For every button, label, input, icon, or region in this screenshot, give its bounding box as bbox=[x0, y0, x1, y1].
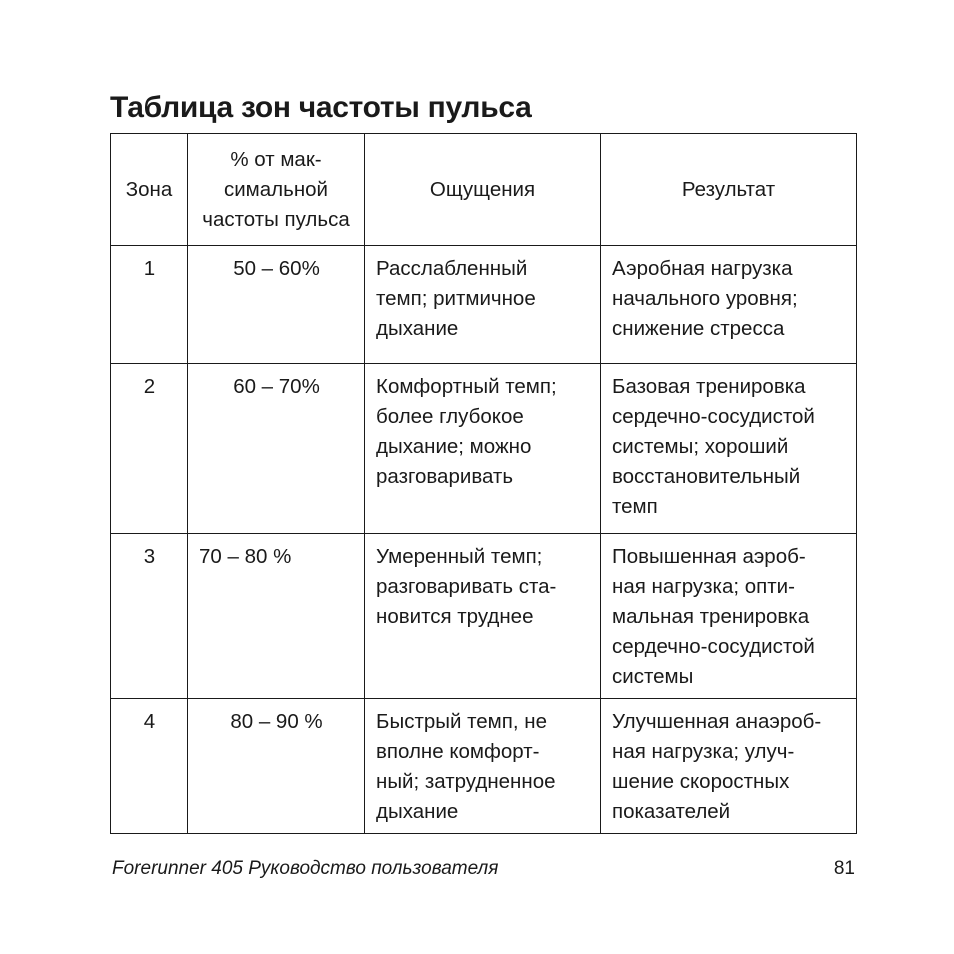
cell-result: Повышенная аэроб- ная нагрузка; опти- мальная тренировка сердечно-сосудистой системы bbox=[601, 534, 857, 699]
cell-result: Аэробная нагрузка начального уровня; снижение стресса bbox=[601, 246, 857, 364]
cell-percent: 70 – 80 % bbox=[188, 534, 365, 699]
cell-zone: 1 bbox=[111, 246, 188, 364]
cell-sensation: Умеренный темп; разговаривать ста- новится труднее bbox=[365, 534, 601, 699]
header-sensation: Ощущения bbox=[365, 134, 601, 246]
cell-zone: 3 bbox=[111, 534, 188, 699]
heart-rate-zones-table bbox=[110, 133, 857, 834]
cell-sensation: Комфортный темп; более глубокое дыхание; можно разговаривать bbox=[365, 364, 601, 534]
page-number: 81 bbox=[833, 858, 855, 879]
cell-percent: 50 – 60% bbox=[188, 246, 365, 364]
page-title: Таблица зон частоты пульса bbox=[110, 91, 532, 124]
table-row bbox=[111, 246, 857, 364]
cell-zone: 2 bbox=[111, 364, 188, 534]
header-zone: Зона bbox=[111, 134, 188, 246]
table-header-row bbox=[111, 134, 857, 246]
cell-result: Базовая тренировка сердечно-сосудистой системы; хороший восстановительный темп bbox=[601, 364, 857, 534]
header-result: Результат bbox=[601, 134, 857, 246]
table-row bbox=[111, 534, 857, 699]
cell-sensation: Расслабленный темп; ритмичное дыхание bbox=[365, 246, 601, 364]
table-row bbox=[111, 699, 857, 834]
cell-percent: 60 – 70% bbox=[188, 364, 365, 534]
cell-percent: 80 – 90 % bbox=[188, 699, 365, 834]
cell-zone: 4 bbox=[111, 699, 188, 834]
cell-result: Улучшенная анаэроб- ная нагрузка; улуч- шение скоростных показателей bbox=[601, 699, 857, 834]
table-row bbox=[111, 364, 857, 534]
footer-manual-title: Forerunner 405 Руководство пользователя bbox=[112, 858, 499, 879]
header-percent-max-hr: % от мак- симальной частоты пульса bbox=[188, 134, 365, 246]
cell-sensation: Быстрый темп, не вполне комфорт- ный; затрудненное дыхание bbox=[365, 699, 601, 834]
